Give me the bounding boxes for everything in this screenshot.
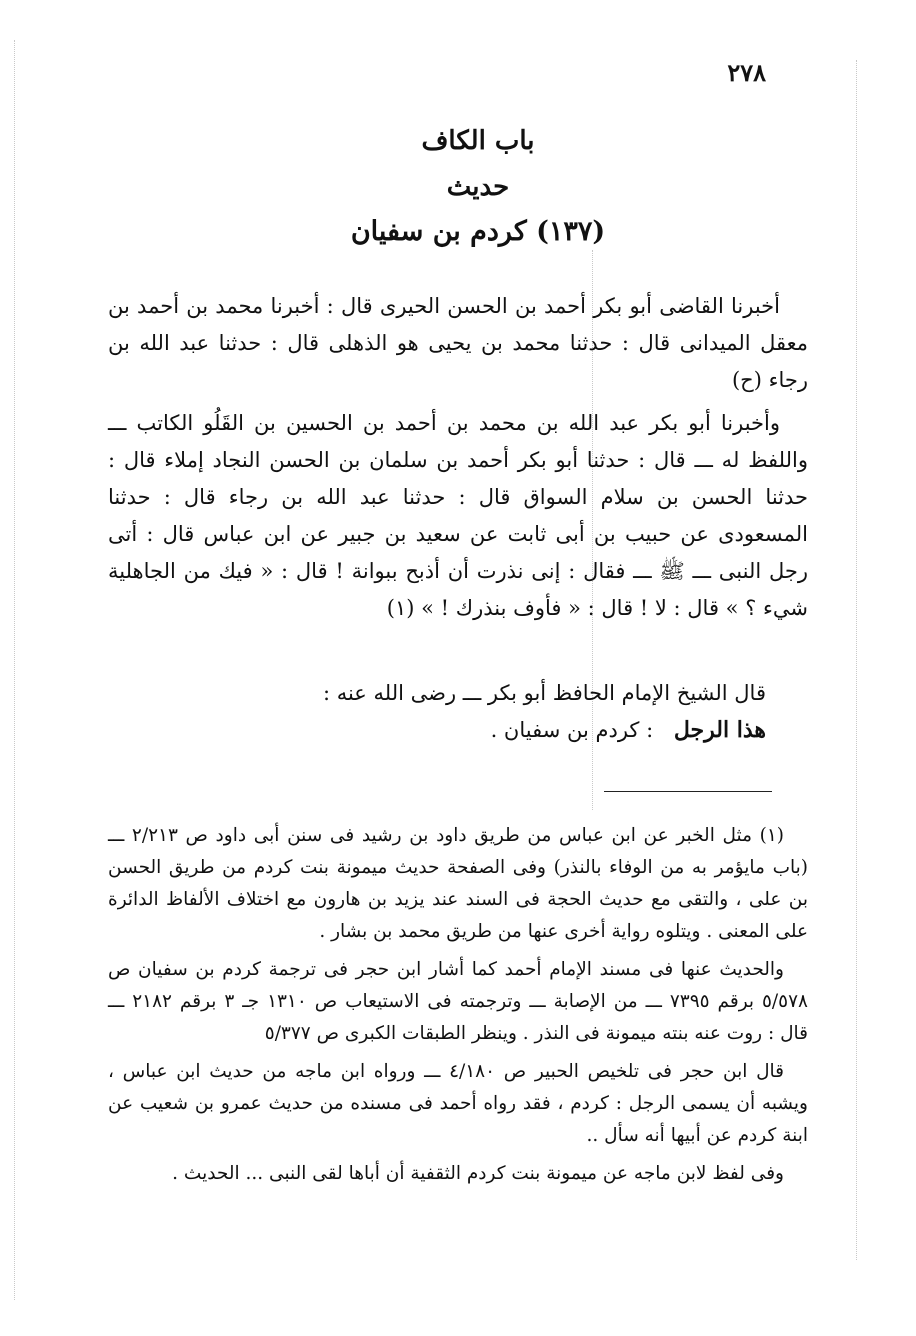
section-heading: حديث: [446, 172, 510, 202]
author-remark: قال الشيخ الإمام الحافظ أبو بكر ـــ رضى الله عنه :: [322, 681, 766, 705]
page-number: ٢٧٨: [727, 58, 766, 87]
footnote-4: وفى لفظ لابن ماجه عن ميمونة بنت كردم الثقفية أن أباها لقى النبى ... الحديث .: [172, 1163, 784, 1184]
footnote-3: قال ابن حجر فى تلخيص الحبير ص ٤/١٨٠ ـــ ورواه ابن ماجه من حديث ابن عباس ، ويشبه أن يسمى الرجل : كردم ، فقد رواه أحمد فى مسنده من حديث عمرو بن شعيب عن ابنة كردم عن أبيها أنه سأل ..: [108, 1061, 808, 1146]
this-man-name: : كردم بن سفيان .: [490, 718, 654, 742]
identification-line: [491, 712, 766, 749]
footnote-2: والحديث عنها فى مسند الإمام أحمد كما أشار ابن حجر فى ترجمة كردم بن سفيان ص ٥/٥٧٨ برقم ٧٣٩٥ ـــ من الإصابة ـــ وترجمته فى الاستيعاب ص ١٣١٠ جـ ٣ برقم ٢١٨٢ ـــ قال : روت عنه بنته ميمونة فى النذر . وينظر الطبقات الكبرى ص ٥/٣٧٧: [108, 959, 808, 1044]
footnotes: [108, 820, 808, 1190]
footnote-divider: [604, 791, 772, 792]
footnote-1: (١) مثل الخبر عن ابن عباس من طريق داود بن رشيد فى سنن أبى داود ص ٢/٢١٣ ـــ (باب مايؤمر به من الوفاء بالنذر) وفى الصفحة حديث ميمونة بنت كردم من طريق الحسن بن على ، والتقى مع حديث الحجة فى السند عند يزيد بن هارون مع اختلاف الألفاظ الدائرة على المعنى . ويتلوه رواية أخرى عنها من طريق محمد بن بشار .: [108, 825, 808, 942]
main-text: [108, 288, 808, 627]
entry-heading: (١٣٧) كردم بن سفيان: [350, 216, 606, 247]
this-man-label: هذا الرجل: [673, 717, 766, 743]
hadith-paragraph: وأخبرنا أبو بكر عبد الله بن محمد بن أحمد بن الحسين بن القَلُو الكاتب ـــ واللفظ له ـــ قال : حدثنا أبو بكر أحمد بن سلمان بن الحسن النجاد إملاء قال : حدثنا الحسن بن سلام السواق قال : حدثنا عبد الله بن رجاء قال : حدثنا المسعودى عن حبيب بن أبى ثابت عن سعيد بن جبير عن ابن عباس قال : أتى رجل النبى ـــ ﷺ ـــ فقال : إنى نذرت أن أذبح ببوانة ! قال : « فيك من الجاهلية شيء ؟ » قال : لا ! قال : « فأوف بنذرك ! » (١): [108, 411, 808, 620]
chapter-heading: باب الكاف: [421, 126, 535, 156]
isnad-paragraph-1: أخبرنا القاضى أبو بكر أحمد بن الحسن الحيرى قال : أخبرنا محمد بن أحمد بن معقل الميدانى قال : حدثنا محمد بن يحيى هو الذهلى قال : حدثنا عبد الله بن رجاء (ح): [108, 294, 808, 392]
